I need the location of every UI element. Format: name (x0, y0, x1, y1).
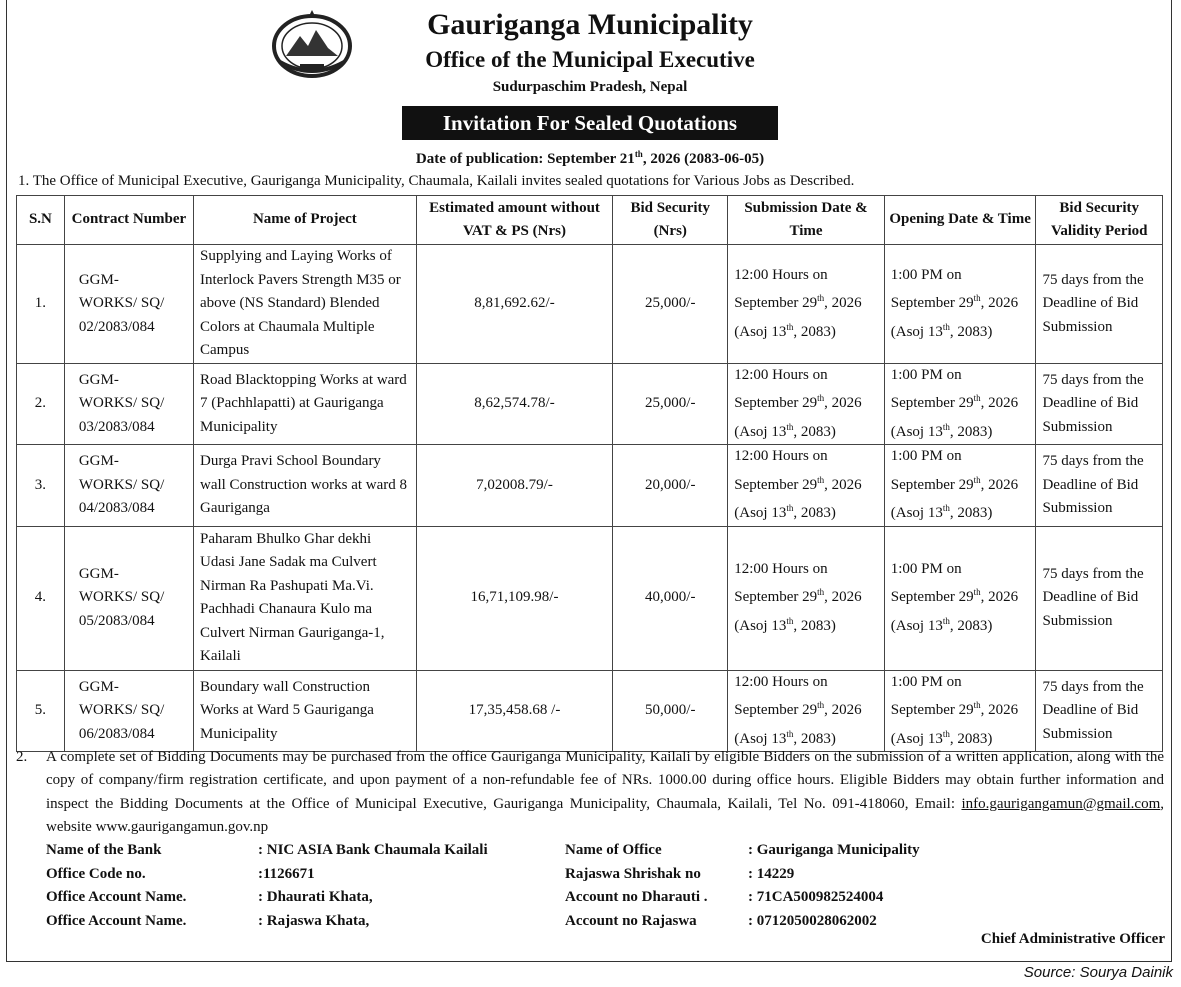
cell-contract: GGM- WORKS/ SQ/ 04/2083/084 (64, 445, 193, 527)
header-validity: Bid Security Validity Period (1036, 196, 1163, 245)
cell-opening: 1:00 PM on September 29th, 2026 (Asoj 13th, 2083) (884, 526, 1036, 670)
cell-submission: 12:00 Hours on September 29th, 2026 (Asoj 13th, 2083) (728, 445, 885, 527)
cell-validity: 75 days from the Deadline of Bid Submission (1036, 670, 1163, 752)
cell-security: 25,000/- (613, 363, 728, 445)
cell-opening: 1:00 PM on September 29th, 2026 (Asoj 13th, 2083) (884, 670, 1036, 752)
table-row (17, 526, 1163, 670)
bank-row: Office Code no. :1126671 Rajaswa Shrishak no : 14229 (46, 865, 795, 882)
bank-row: Name of the Bank : NIC ASIA Bank Chaumala Kailali Name of Office : Gauriganga Municipality (46, 842, 920, 858)
cell-validity: 75 days from the Deadline of Bid Submission (1036, 363, 1163, 445)
bidding-info-paragraph (16, 746, 1164, 840)
office-title: Office of the Municipal Executive (425, 47, 755, 72)
header-submission: Submission Date & Time (728, 196, 885, 245)
bidding-text: A complete set of Bidding Documents may be purchased from the office Gauriganga Municipality, Kailali by eligible Bidders on the submission of a written application, along with the copy of company/firm registration certificate, and upon payment of a non-refundable fee of NRs. 1000.00 during office hours. Eligible Bidders may obtain further information and inspect the Bidding Documents at the Office of Municipal Executive, Gauriganga Municipality, Chaumala, Kailali, Tel No. 091-418060, Email: (46, 749, 1164, 812)
cell-amount: 8,81,692.62/- (416, 245, 612, 364)
email-link[interactable]: info.gaurigangamun@gmail.com (961, 795, 1161, 812)
cell-project: Boundary wall Construction Works at Ward 5 Gauriganga Municipality (193, 670, 416, 752)
cell-project: Supplying and Laying Works of Interlock Pavers Strength M35 or above (NS Standard) Blended Colors at Chaumala Multiple Campus (193, 245, 416, 364)
notice-banner: Invitation For Sealed Quotations (402, 106, 778, 140)
bank-details (46, 839, 1046, 933)
cell-sn: 3. (17, 445, 65, 527)
cell-sn: 1. (17, 245, 65, 364)
cell-security: 40,000/- (613, 526, 728, 670)
cell-security: 50,000/- (613, 670, 728, 752)
cell-contract: GGM- WORKS/ SQ/ 05/2083/084 (64, 526, 193, 670)
paragraph-number: 2. (16, 749, 28, 765)
cell-submission: 12:00 Hours on September 29th, 2026 (Asoj 13th, 2083) (728, 363, 885, 445)
header-project: Name of Project (193, 196, 416, 245)
signature-title: Chief Administrative Officer (980, 931, 1165, 947)
bank-row: Office Account Name. : Rajaswa Khata, Account no Rajaswa : 0712050028062002 (46, 912, 877, 929)
table-row (17, 245, 1163, 364)
cell-validity: 75 days from the Deadline of Bid Submission (1036, 245, 1163, 364)
header-amount: Estimated amount without VAT & PS (Nrs) (416, 196, 612, 245)
source-credit: Source: Sourya Dainik (1023, 964, 1173, 981)
table-header-row (17, 196, 1163, 245)
header-contract: Contract Number (64, 196, 193, 245)
cell-amount: 16,71,109.98/- (416, 526, 612, 670)
cell-contract: GGM- WORKS/ SQ/ 03/2083/084 (64, 363, 193, 445)
cell-project: Road Blacktopping Works at ward 7 (Pachhlapatti) at Gauriganga Municipality (193, 363, 416, 445)
cell-amount: 8,62,574.78/- (416, 363, 612, 445)
publication-date: Date of publication: September 21th, 2026 (2083-06-05) (415, 149, 765, 167)
website-text: , website www.gaurigangamun.gov.np (46, 795, 1164, 836)
table-row (17, 445, 1163, 527)
header-security: Bid Security (Nrs) (613, 196, 728, 245)
intro-paragraph: 1. The Office of Municipal Executive, Gauriganga Municipality, Chaumala, Kailali invites sealed quotations for Various Jobs as Described. (18, 173, 855, 189)
cell-opening: 1:00 PM on September 29th, 2026 (Asoj 13th, 2083) (884, 245, 1036, 364)
cell-amount: 7,02008.79/- (416, 445, 612, 527)
cell-submission: 12:00 Hours on September 29th, 2026 (Asoj 13th, 2083) (728, 245, 885, 364)
cell-amount: 17,35,458.68 /- (416, 670, 612, 752)
cell-submission: 12:00 Hours on September 29th, 2026 (Asoj 13th, 2083) (728, 670, 885, 752)
cell-validity: 75 days from the Deadline of Bid Submission (1036, 526, 1163, 670)
cell-sn: 5. (17, 670, 65, 752)
quotation-table (16, 195, 1163, 752)
cell-contract: GGM- WORKS/ SQ/ 06/2083/084 (64, 670, 193, 752)
header-sn: S.N (17, 196, 65, 245)
cell-sn: 4. (17, 526, 65, 670)
cell-validity: 75 days from the Deadline of Bid Submission (1036, 445, 1163, 527)
cell-opening: 1:00 PM on September 29th, 2026 (Asoj 13th, 2083) (884, 445, 1036, 527)
table-row (17, 670, 1163, 752)
cell-security: 20,000/- (613, 445, 728, 527)
cell-project: Paharam Bhulko Ghar dekhi Udasi Jane Sadak ma Culvert Nirman Ra Pashupati Ma.Vi. Pachhadi Chanaura Kulo ma Culvert Nirman Gauriganga-1, Kailali (193, 526, 416, 670)
cell-contract: GGM- WORKS/ SQ/ 02/2083/084 (64, 245, 193, 364)
bank-row: Office Account Name. : Dhaurati Khata, Account no Dharauti . : 71CA500982524004 (46, 889, 884, 905)
cell-security: 25,000/- (613, 245, 728, 364)
cell-opening: 1:00 PM on September 29th, 2026 (Asoj 13th, 2083) (884, 363, 1036, 445)
municipality-title: Gauriganga Municipality (427, 8, 753, 41)
cell-sn: 2. (17, 363, 65, 445)
table-row (17, 363, 1163, 445)
cell-project: Durga Pravi School Boundary wall Construction works at ward 8 Gauriganga (193, 445, 416, 527)
header-opening: Opening Date & Time (884, 196, 1036, 245)
cell-submission: 12:00 Hours on September 29th, 2026 (Asoj 13th, 2083) (728, 526, 885, 670)
province-subtitle: Sudurpaschim Pradesh, Nepal (492, 79, 688, 95)
